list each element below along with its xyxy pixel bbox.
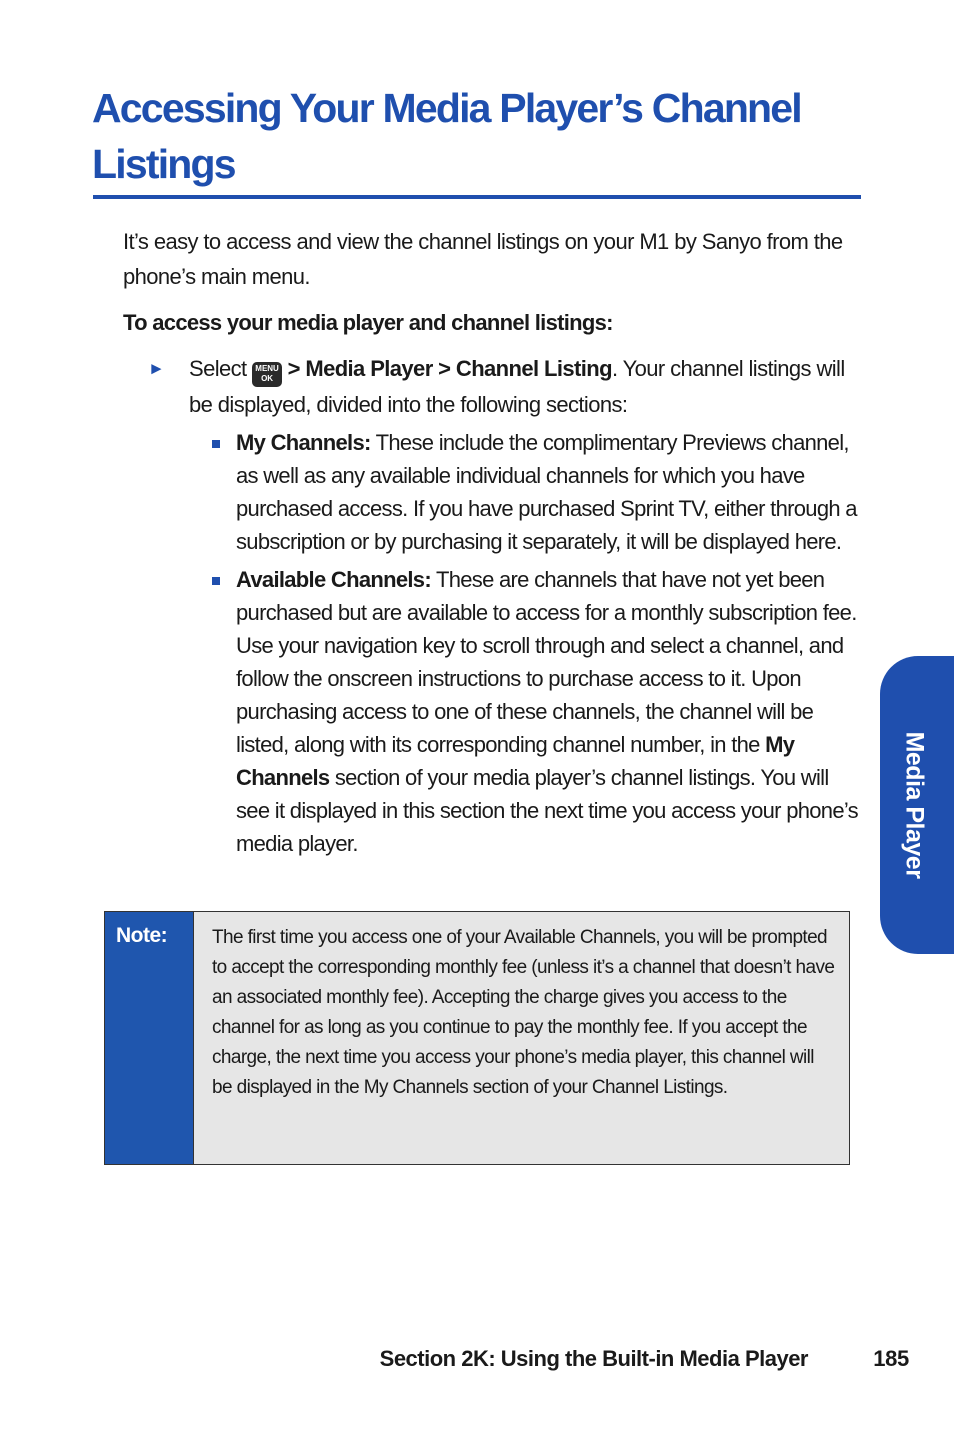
- page-title: Accessing Your Media Player’s Channel Listings: [92, 85, 801, 187]
- bullet-square-icon: [212, 440, 220, 448]
- menu-path: > Media Player > Channel Listing: [287, 356, 612, 381]
- step-arrow-icon: ►: [148, 359, 165, 378]
- bullet-text: These include the complimentary Previews channel, as well as any available individual channels for which you have purchased access. If you have purchased Sprint TV, either through a subscription or by purchasing it separately, it will be displayed here.: [236, 430, 857, 554]
- note-label-cell: [105, 912, 194, 1164]
- list-item: [210, 563, 865, 860]
- page-number: 185: [873, 1346, 909, 1371]
- sections-list: [210, 426, 865, 865]
- section-side-tab: [880, 656, 954, 954]
- bullet-text: These are channels that have not yet been purchased but are available to access for a monthly subscription fee. Use your navigation key to scroll through and select a channel, and follow the onscreen instructions to purchase access to it. Upon purchasing access to one of these channels, the channel will be listed, along with its corresponding channel number, in the: [236, 567, 857, 757]
- menu-key-line1: MENU: [255, 364, 279, 373]
- note-content-cell: [194, 912, 849, 1164]
- menu-ok-key-icon: [252, 362, 282, 387]
- bullet-inline-bold: My Channels: [236, 732, 795, 790]
- note-label: Note:: [116, 924, 168, 947]
- step-prefix: Select: [189, 356, 247, 381]
- side-tab-label: Media Player: [900, 731, 929, 879]
- note-box: [104, 911, 850, 1165]
- procedure-step: [148, 351, 848, 422]
- menu-key-line2: OK: [261, 374, 274, 383]
- bullet-text-continued: section of your media player’s channel listings. You will see it displayed in this section the next time you access your phone’s media player.: [236, 765, 858, 856]
- step-suffix: . Your channel listings will be displayed, divided into the following sections:: [189, 356, 845, 417]
- bullet-term: Available Channels:: [236, 567, 431, 592]
- intro-paragraph: It’s easy to access and view the channel listings on your M1 by Sanyo from the phone’s main menu.: [123, 229, 843, 289]
- footer-section-title: Section 2K: Using the Built-in Media Player: [379, 1346, 808, 1371]
- procedure-heading: To access your media player and channel listings:: [123, 310, 613, 335]
- list-item: [210, 426, 865, 558]
- note-text: The first time you access one of your Available Channels, you will be prompted to accept the corresponding monthly fee (unless it’s a channel that doesn’t have an associated monthly fee). Accepting the charge gives you access to the channel for as long as you continue to pay the monthly fee. If you accept the charge, the next time you access your phone’s media player, this channel will be displayed in the My Channels section of your Channel Listings.: [212, 927, 835, 1098]
- title-divider: [93, 195, 861, 199]
- step-text: [189, 351, 848, 422]
- bullet-term: My Channels:: [236, 430, 371, 455]
- bullet-square-icon: [212, 577, 220, 585]
